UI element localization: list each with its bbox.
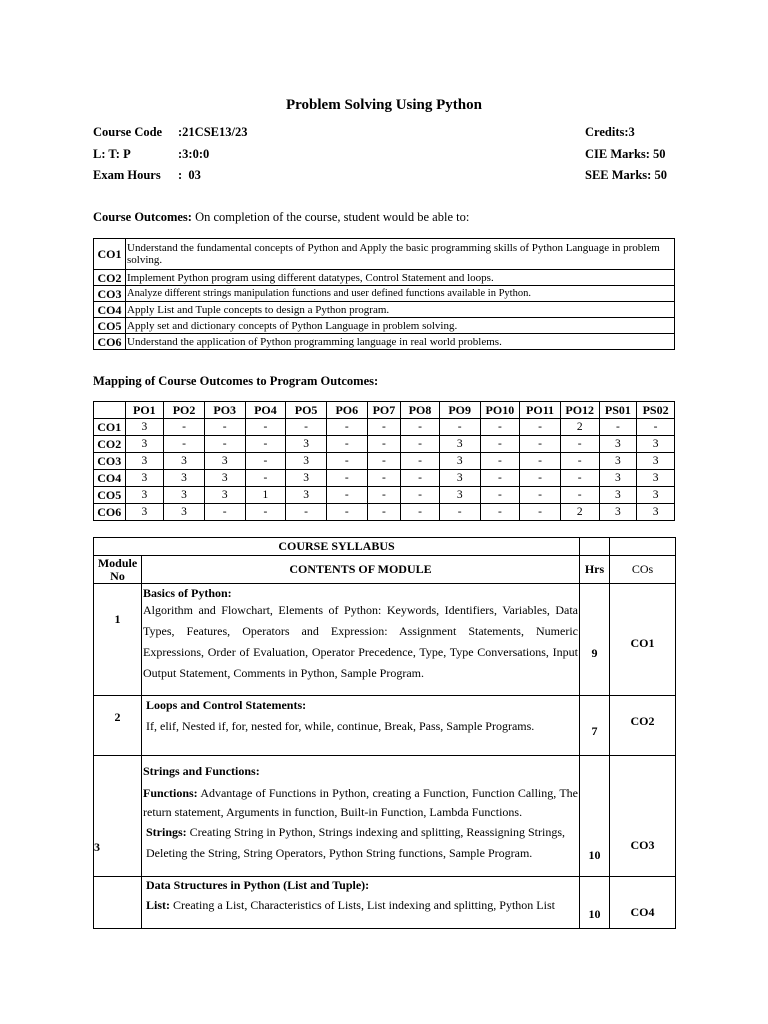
mapping-cell: - xyxy=(599,419,637,436)
mapping-cell: 1 xyxy=(245,487,286,504)
module-number: 2 xyxy=(94,696,142,756)
module-body: If, elif, Nested if, for, nested for, while, continue, Break, Pass, Sample Programs. xyxy=(146,719,535,733)
mapping-cell: - xyxy=(367,419,401,436)
mapping-cell: - xyxy=(326,419,367,436)
module-no-header: Module No xyxy=(94,556,142,584)
cie-marks: CIE Marks: 50 xyxy=(585,147,666,161)
credits: Credits:3 xyxy=(585,125,635,139)
mapping-cell: 3 xyxy=(637,470,675,487)
mapping-cell: 3 xyxy=(286,436,327,453)
mapping-cell: 3 xyxy=(599,504,637,521)
co-row xyxy=(94,286,675,302)
course-outcomes-intro-text: On completion of the course, student would be able to: xyxy=(191,210,470,224)
co-row xyxy=(94,270,675,286)
co-code: CO5 xyxy=(94,318,126,334)
course-outcomes-label: Course Outcomes: xyxy=(93,210,192,224)
module-sublabel: Strings: xyxy=(146,825,187,839)
mapping-row-co: CO5 xyxy=(94,487,126,504)
module-hours: 10 xyxy=(580,756,610,877)
mapping-column-header: PO1 xyxy=(125,402,164,419)
mapping-cell: 3 xyxy=(439,436,480,453)
module-subtext: Creating String in Python, Strings indexing and splitting, Reassigning Strings, Deleting the String, String Operators, Python String functions, Sample Program. xyxy=(146,825,566,860)
mapping-cell: - xyxy=(480,436,520,453)
mapping-cell: - xyxy=(204,419,245,436)
mapping-cell: 3 xyxy=(637,436,675,453)
module-heading: Strings and Functions: xyxy=(143,764,260,778)
co-row xyxy=(94,302,675,318)
page-title: Problem Solving Using Python xyxy=(285,97,482,113)
mapping-header-row xyxy=(94,402,675,419)
mapping-cell: - xyxy=(367,453,401,470)
co-text: Analyze different strings manipulation functions and user defined functions available in Python. xyxy=(126,286,675,302)
mapping-cell: - xyxy=(480,419,520,436)
mapping-cell: - xyxy=(439,504,480,521)
mapping-cell: - xyxy=(367,487,401,504)
mapping-row xyxy=(94,453,675,470)
mapping-cell: 3 xyxy=(599,436,637,453)
mapping-column-header: PO5 xyxy=(286,402,327,419)
exam-hours-label: Exam Hours xyxy=(93,168,161,182)
co-code: CO4 xyxy=(94,302,126,318)
course-outcomes-table xyxy=(93,238,675,350)
mapping-column-header: PS01 xyxy=(599,402,637,419)
exam-hours-value: : 03 xyxy=(178,168,201,182)
mapping-corner-cell xyxy=(94,402,126,419)
syllabus-table xyxy=(93,537,676,929)
co-code: CO6 xyxy=(94,334,126,350)
mapping-row-co: CO1 xyxy=(94,419,126,436)
co-text: Apply set and dictionary concepts of Python Language in problem solving. xyxy=(126,318,675,334)
contents-header: CONTENTS OF MODULE xyxy=(142,556,580,584)
mapping-cell: - xyxy=(326,470,367,487)
mapping-cell: - xyxy=(560,436,599,453)
co-text: Implement Python program using different datatypes, Control Statement and loops. xyxy=(126,270,675,286)
mapping-column-header: PO4 xyxy=(245,402,286,419)
mapping-row xyxy=(94,419,675,436)
module-number: 3 xyxy=(94,756,142,877)
mapping-cell: - xyxy=(367,470,401,487)
mapping-cell: 2 xyxy=(560,419,599,436)
mapping-cell: 3 xyxy=(125,504,164,521)
syllabus-title: COURSE SYLLABUS xyxy=(94,538,580,556)
mapping-row-co: CO3 xyxy=(94,453,126,470)
mapping-cell: 3 xyxy=(125,487,164,504)
module-row xyxy=(94,696,676,756)
mapping-cell: 3 xyxy=(286,470,327,487)
mapping-column-header: PO10 xyxy=(480,402,520,419)
mapping-cell: 3 xyxy=(599,453,637,470)
mapping-cell: - xyxy=(164,419,205,436)
mapping-cell: - xyxy=(326,504,367,521)
module-row xyxy=(94,877,676,929)
mapping-cell: - xyxy=(401,419,440,436)
mapping-cell: - xyxy=(401,504,440,521)
co-code: CO1 xyxy=(94,239,126,270)
see-marks: SEE Marks: 50 xyxy=(585,168,667,182)
module-content xyxy=(142,756,580,877)
mapping-cell: - xyxy=(480,487,520,504)
mapping-cell: 3 xyxy=(125,419,164,436)
mapping-cell: 3 xyxy=(204,470,245,487)
mapping-column-header: PS02 xyxy=(637,402,675,419)
co-code: CO2 xyxy=(94,270,126,286)
module-sublabel: List: xyxy=(146,898,170,912)
syllabus-title-row xyxy=(94,538,676,556)
module-hours: 7 xyxy=(580,696,610,756)
mapping-column-header: PO12 xyxy=(560,402,599,419)
module-co: CO2 xyxy=(610,696,676,756)
module-content xyxy=(142,696,580,756)
mapping-cell: 3 xyxy=(599,470,637,487)
mapping-row xyxy=(94,504,675,521)
mapping-cell: 2 xyxy=(560,504,599,521)
mapping-cell: 3 xyxy=(164,470,205,487)
mapping-cell: - xyxy=(520,487,561,504)
mapping-cell: - xyxy=(367,436,401,453)
cos-header: COs xyxy=(610,556,676,584)
mapping-cell: - xyxy=(286,504,327,521)
mapping-cell: - xyxy=(326,436,367,453)
mapping-column-header: PO8 xyxy=(401,402,440,419)
mapping-cell: 3 xyxy=(164,453,205,470)
mapping-cell: - xyxy=(401,470,440,487)
mapping-cell: 3 xyxy=(286,453,327,470)
mapping-cell: - xyxy=(637,419,675,436)
mapping-cell: - xyxy=(245,436,286,453)
mapping-column-header: PO3 xyxy=(204,402,245,419)
course-code-label: Course Code xyxy=(93,125,163,139)
mapping-cell: - xyxy=(245,419,286,436)
module-list-para xyxy=(146,892,578,918)
module-hours: 10 xyxy=(580,877,610,929)
syllabus-title-blank xyxy=(580,538,610,556)
mapping-cell: 3 xyxy=(204,487,245,504)
mapping-row-co: CO2 xyxy=(94,436,126,453)
mapping-cell: 3 xyxy=(637,487,675,504)
co-row xyxy=(94,334,675,350)
mapping-cell: - xyxy=(326,487,367,504)
mapping-cell: - xyxy=(245,470,286,487)
module-co: CO1 xyxy=(610,584,676,696)
course-outcomes-intro xyxy=(93,210,469,225)
module-hours: 9 xyxy=(580,584,610,696)
mapping-cell: - xyxy=(520,436,561,453)
mapping-cell: - xyxy=(204,504,245,521)
mapping-cell: 3 xyxy=(439,453,480,470)
module-sublabel: Functions: xyxy=(143,786,198,800)
co-text: Understand the application of Python programming language in real world problems. xyxy=(126,334,675,350)
co-text: Understand the fundamental concepts of Python and Apply the basic programming skills of Python Language in problem solving. xyxy=(126,239,675,270)
module-co: CO4 xyxy=(610,877,676,929)
mapping-column-header: PO2 xyxy=(164,402,205,419)
mapping-row xyxy=(94,487,675,504)
module-heading: Basics of Python: xyxy=(143,586,232,600)
mapping-cell: - xyxy=(480,504,520,521)
mapping-cell: - xyxy=(560,487,599,504)
mapping-cell: 3 xyxy=(637,504,675,521)
mapping-cell: - xyxy=(401,436,440,453)
mapping-cell: 3 xyxy=(286,487,327,504)
co-row xyxy=(94,239,675,270)
mapping-cell: - xyxy=(520,453,561,470)
mapping-cell: - xyxy=(367,504,401,521)
module-subtext: Advantage of Functions in Python, creating a Function, Function Calling, The return statement, Arguments in function, Built-in Function, Lambda Functions. xyxy=(143,786,578,819)
module-row xyxy=(94,756,676,877)
mapping-column-header: PO9 xyxy=(439,402,480,419)
mapping-cell: 3 xyxy=(599,487,637,504)
module-heading: Data Structures in Python (List and Tuple): xyxy=(146,878,370,892)
mapping-cell: 3 xyxy=(439,470,480,487)
mapping-row xyxy=(94,436,675,453)
mapping-cell: - xyxy=(560,453,599,470)
syllabus-title-blank xyxy=(610,538,676,556)
mapping-cell: - xyxy=(560,470,599,487)
mapping-cell: 3 xyxy=(164,487,205,504)
module-number xyxy=(94,877,142,929)
mapping-cell: - xyxy=(480,470,520,487)
mapping-cell: - xyxy=(520,504,561,521)
module-co: CO3 xyxy=(610,756,676,877)
mapping-cell: - xyxy=(245,504,286,521)
mapping-cell: - xyxy=(439,419,480,436)
mapping-column-header: PO7 xyxy=(367,402,401,419)
module-subtext: Creating a List, Characteristics of Lists, List indexing and splitting, Python List xyxy=(170,898,555,912)
mapping-column-header: PO6 xyxy=(326,402,367,419)
mapping-cell: 3 xyxy=(125,470,164,487)
mapping-cell: 3 xyxy=(164,504,205,521)
mapping-cell: - xyxy=(401,453,440,470)
mapping-row-co: CO4 xyxy=(94,470,126,487)
course-code-value: :21CSE13/23 xyxy=(178,125,248,139)
module-strings-para xyxy=(143,822,578,864)
mapping-column-header: PO11 xyxy=(520,402,561,419)
mapping-cell: - xyxy=(480,453,520,470)
co-text: Apply List and Tuple concepts to design a Python program. xyxy=(126,302,675,318)
mapping-table xyxy=(93,401,675,521)
mapping-cell: 3 xyxy=(125,436,164,453)
module-row xyxy=(94,584,676,696)
mapping-cell: - xyxy=(245,453,286,470)
ltp-value: :3:0:0 xyxy=(178,147,210,161)
ltp-label: L: T: P xyxy=(93,147,131,161)
mapping-cell: - xyxy=(204,436,245,453)
mapping-cell: 3 xyxy=(204,453,245,470)
mapping-row xyxy=(94,470,675,487)
mapping-cell: 3 xyxy=(637,453,675,470)
module-number: 1 xyxy=(94,584,142,696)
module-heading: Loops and Control Statements: xyxy=(146,698,307,712)
mapping-cell: - xyxy=(520,419,561,436)
mapping-row-co: CO6 xyxy=(94,504,126,521)
module-body: Algorithm and Flowchart, Elements of Python: Keywords, Identifiers, Variables, Data Types, Features, Operators and Expression: Assignment Statements, Numeric Expressions, Order of Evaluation, Operator Precedence, Type, Type Conversations, Input Output Statement, Comments in Python, Sample Program. xyxy=(143,603,578,680)
mapping-heading: Mapping of Course Outcomes to Program Outcomes: xyxy=(93,374,379,388)
mapping-cell: - xyxy=(520,470,561,487)
module-content xyxy=(142,584,580,696)
mapping-cell: - xyxy=(286,419,327,436)
syllabus-header-row xyxy=(94,556,676,584)
co-code: CO3 xyxy=(94,286,126,302)
hrs-header: Hrs xyxy=(580,556,610,584)
co-row xyxy=(94,318,675,334)
module-functions-para xyxy=(143,784,578,822)
mapping-cell: 3 xyxy=(125,453,164,470)
mapping-cell: - xyxy=(401,487,440,504)
mapping-cell: - xyxy=(164,436,205,453)
module-content xyxy=(142,877,580,929)
mapping-cell: - xyxy=(326,453,367,470)
mapping-cell: 3 xyxy=(439,487,480,504)
